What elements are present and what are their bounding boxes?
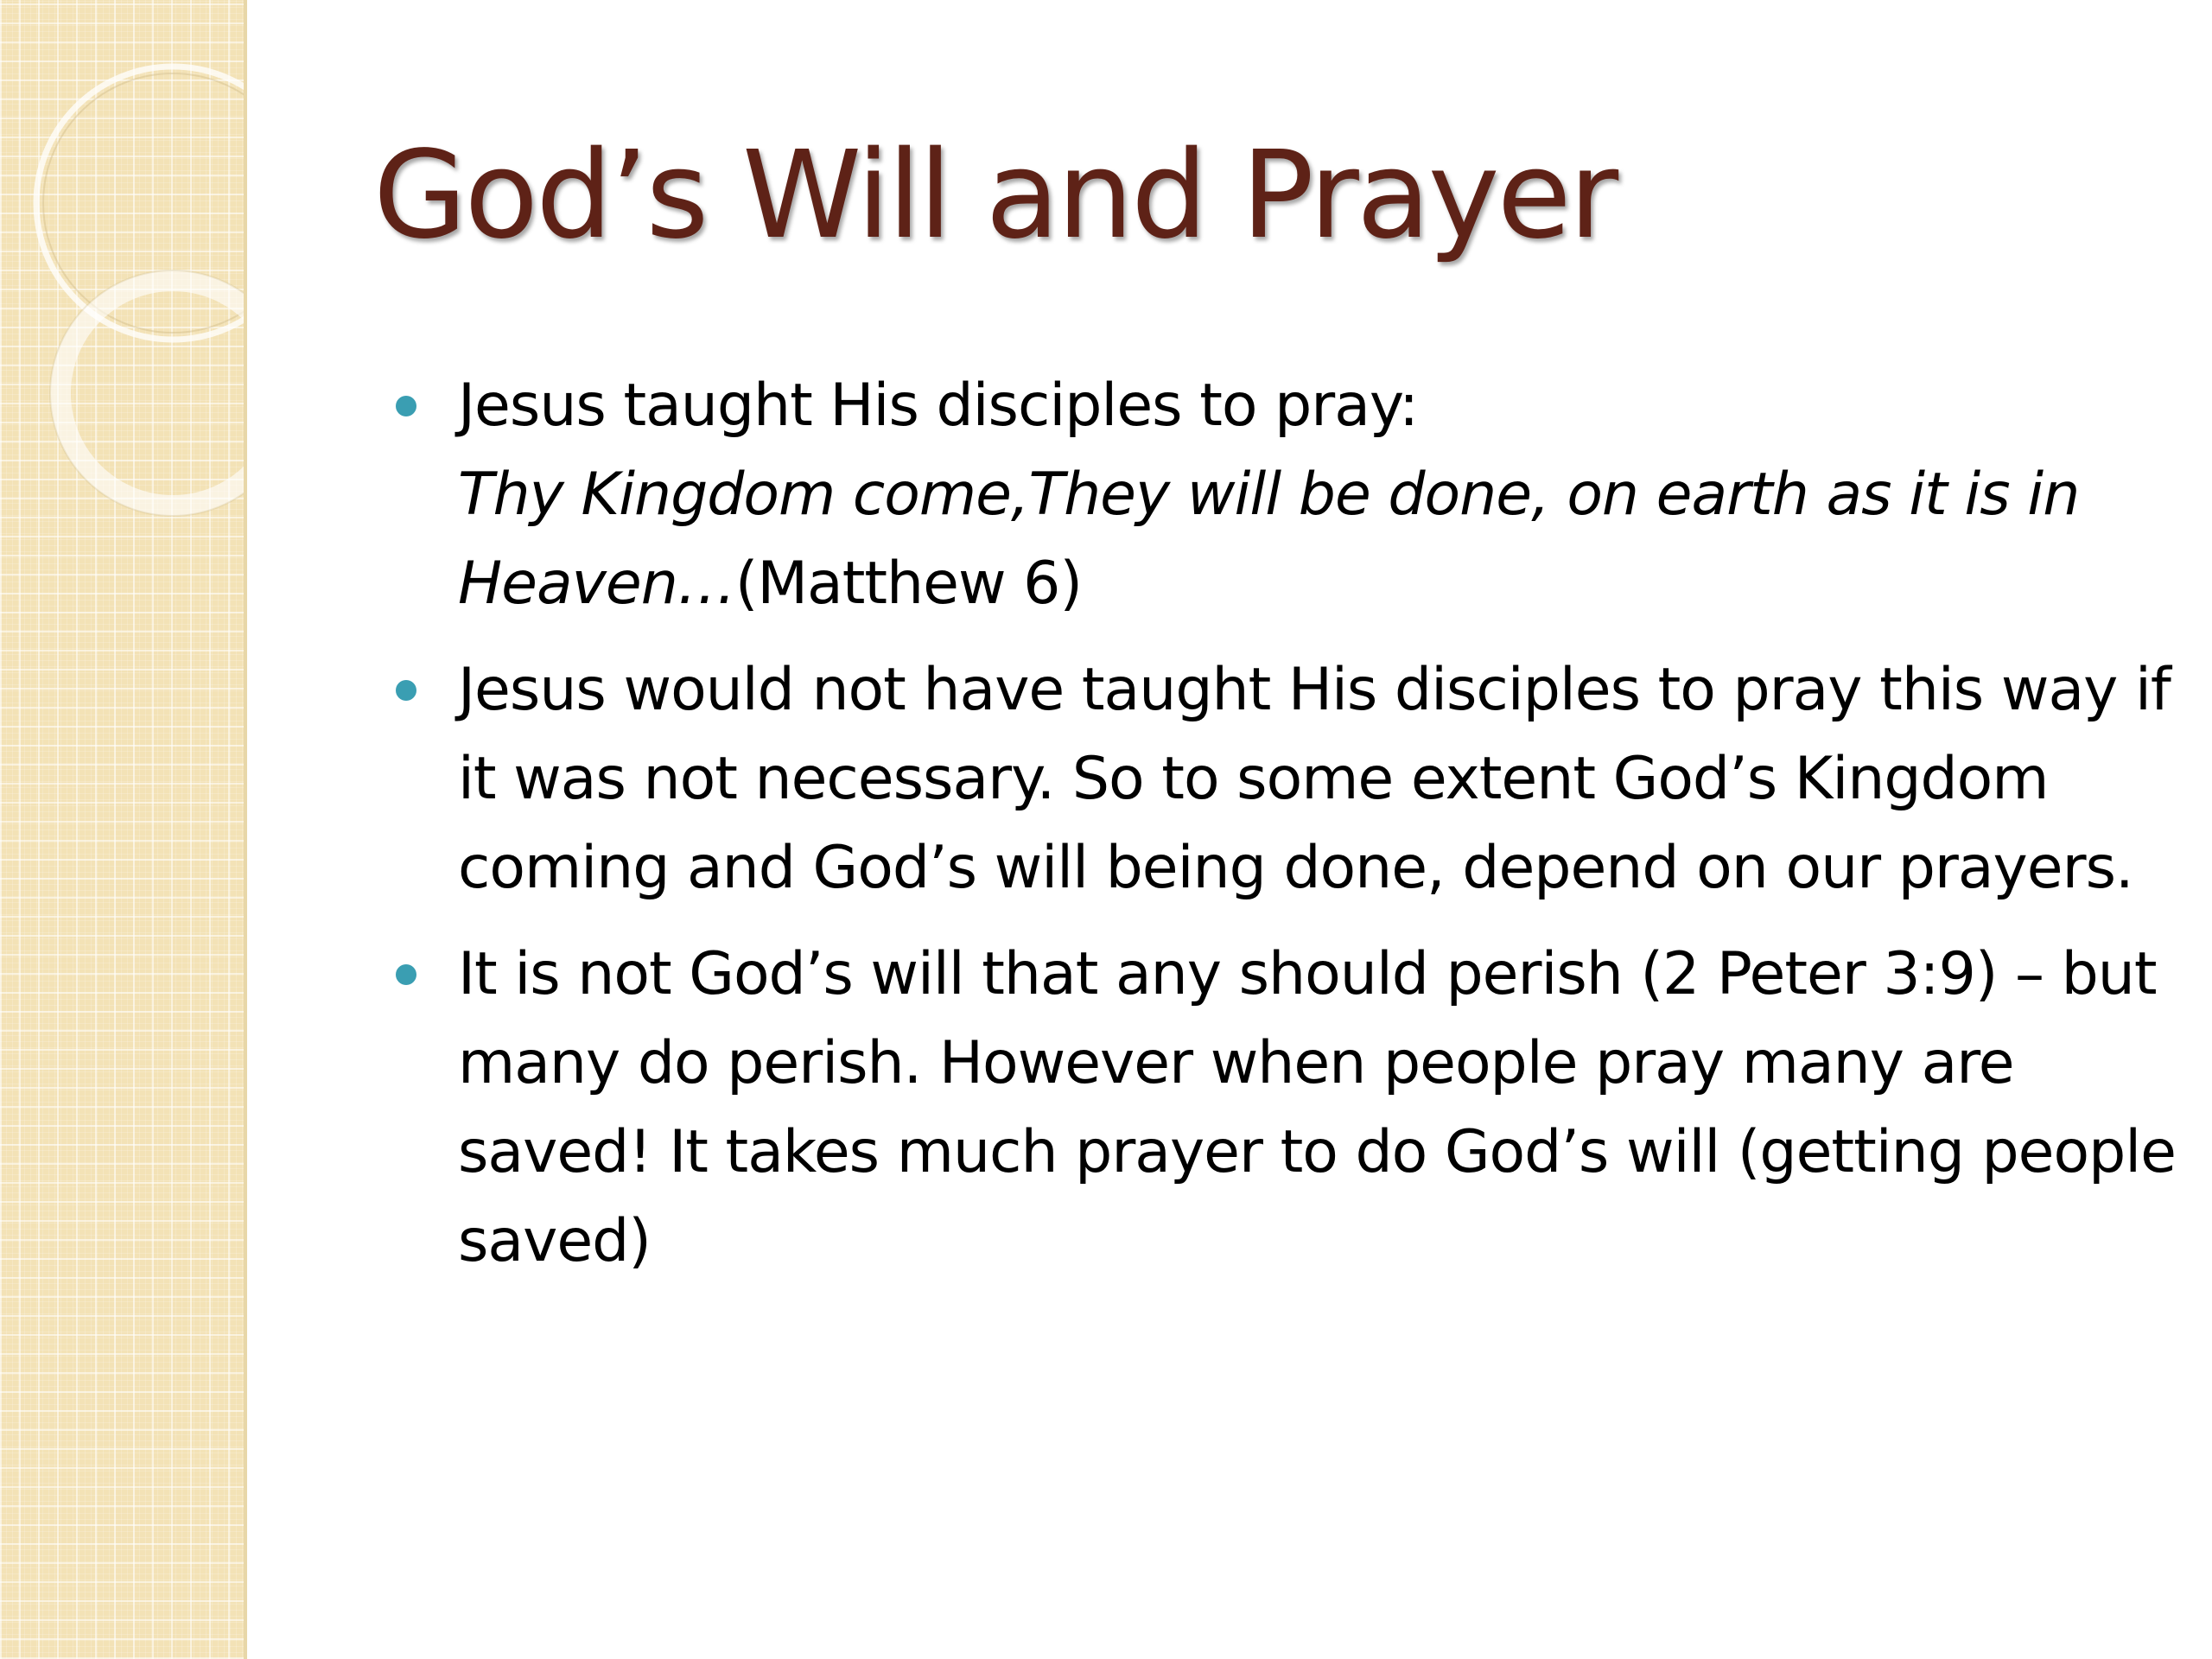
bullet-list: [458, 361, 2182, 1303]
bullet-text: It is not God’s will that any should perish (2 Peter 3:9) – but many do perish. However when people pray many are saved! It takes much prayer to do God’s will (getting people saved): [458, 940, 2177, 1275]
bullet-item-necessity: [458, 645, 2182, 912]
bullet-dot-icon: [396, 964, 416, 985]
bullet-intro-text: Jesus taught His disciples to pray:: [458, 372, 1419, 440]
small-ring-shape: [60, 281, 259, 505]
bullet-text: Jesus would not have taught His disciples to pray this way if it was not necessary. So to some extent God’s Kingdom coming and God’s will being done, depend on our prayers.: [458, 656, 2171, 902]
bullet-item-prayer-teaching: [458, 361, 2182, 628]
bullet-dot-icon: [396, 680, 416, 701]
decorative-rings: [0, 0, 259, 553]
bullet-dot-icon: [396, 396, 416, 416]
bullet-item-perish: [458, 930, 2182, 1286]
scripture-citation: (Matthew 6): [734, 550, 1082, 618]
slide-title: God’s Will and Prayer: [373, 125, 1617, 266]
lords-prayer-quote: Thy Kingdom come,They will be done, on earth as it is in Heaven…: [458, 461, 2080, 618]
